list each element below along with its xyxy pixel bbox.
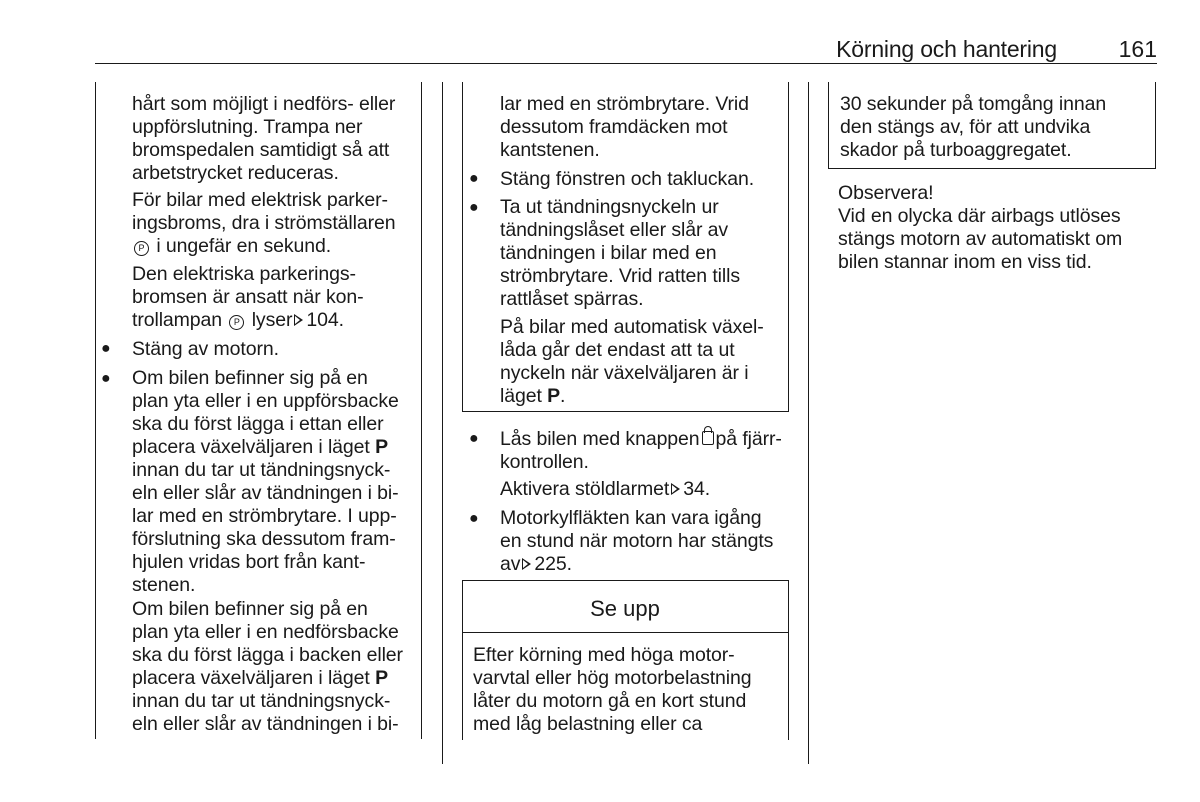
caution-title-rule [462, 632, 789, 633]
col2-line [500, 428, 782, 451]
col1-line [132, 667, 388, 690]
col2-line: tändningslåset eller slår av [500, 219, 729, 241]
caution-line: låter du motorn gå en kort stund [473, 690, 747, 712]
text-span: lyser [251, 309, 293, 331]
col1-line: Om bilen befinner sig på en [132, 367, 368, 389]
col2-line: rattlåset spärras. [500, 288, 644, 310]
col2-line: Motorkylfläkten kan vara igång [500, 507, 762, 529]
section-title: Körning och hantering [836, 36, 1057, 62]
col1-line: För bilar med elektrisk parker- [132, 189, 388, 211]
col1-line: arbetstrycket reduceras. [132, 162, 339, 184]
note-line: bilen stannar inom en viss tid. [838, 251, 1092, 273]
caution-title: Se upp [590, 596, 660, 621]
col1-left-rule [95, 82, 96, 739]
gear-position-label: P [375, 667, 388, 689]
gear-position-label: P [375, 436, 388, 458]
col2-line [500, 478, 710, 501]
bullet-icon: ● [469, 170, 479, 187]
text-span: på fjärr- [715, 428, 782, 450]
col2-box-left [462, 82, 463, 411]
col1-line: hjulen vridas bort från kant- [132, 551, 366, 573]
page-number: 161 [1118, 36, 1157, 62]
col2-line: en stund när motorn har stängts [500, 530, 774, 552]
bullet-icon: ● [469, 199, 479, 216]
caution-line: varvtal eller hög motorbelastning [473, 667, 752, 689]
col2-line: dessutom framdäcken mot [500, 116, 728, 138]
col1-line: ingsbroms, dra i strömställaren [132, 212, 396, 234]
column-divider-1 [442, 82, 443, 764]
text-span: placera växelväljaren i läget [132, 436, 370, 458]
col1-line: ska du först lägga i ettan eller [132, 413, 384, 435]
col1-line [132, 235, 331, 258]
col2-line [500, 553, 572, 576]
caution-line: 30 sekunder på tomgång innan [840, 93, 1107, 115]
text-span: trollampan [132, 309, 223, 331]
col2-line: tändningen i bilar med en [500, 242, 717, 264]
caution-line: med låg belastning eller ca [473, 713, 703, 735]
col1-line: uppförslutning. Trampa ner [132, 116, 363, 138]
text-span: placera växelväljaren i läget [132, 667, 370, 689]
col1-line: ska du först lägga i backen eller [132, 644, 403, 666]
col1-line: innan du tar ut tändningsnyck- [132, 459, 391, 481]
col2-line: Ta ut tändningsnyckeln ur [500, 196, 719, 218]
col1-line: förslutning ska dessutom fram- [132, 528, 396, 550]
text-span: i ungefär en sekund. [156, 235, 332, 257]
lock-icon [702, 431, 714, 445]
text-span: Aktivera stöldlarmet [500, 478, 670, 500]
col3-box-left [828, 82, 829, 168]
col2-line: kontrollen. [500, 451, 589, 473]
bullet-icon: ● [101, 370, 111, 387]
bullet-icon: ● [101, 340, 111, 357]
col3-box-bottom [828, 168, 1156, 169]
column-divider-2 [808, 82, 809, 764]
page-reference-link[interactable]: 225. [534, 553, 572, 575]
col2-box-bottom [462, 411, 789, 412]
col1-line: eln eller slår av tändningen i bi- [132, 713, 399, 735]
page-reference-icon [294, 314, 303, 326]
col1-right-rule [421, 82, 422, 739]
caution-line: Efter körning med höga motor- [473, 644, 735, 666]
bullet-icon: ● [469, 510, 479, 527]
text-span: Lås bilen med knappen [500, 428, 700, 450]
text-span: . [560, 385, 566, 407]
col1-line: hårt som möjligt i nedförs- eller [132, 93, 396, 115]
parking-brake-icon: P [134, 241, 149, 256]
col1-line: plan yta eller i en uppförsbacke [132, 390, 399, 412]
col1-line: Den elektriska parkerings- [132, 263, 356, 285]
col2-line: lar med en strömbrytare. Vrid [500, 93, 749, 115]
col2-line: nyckeln när växelväljaren är i [500, 362, 749, 384]
caution-line: den stängs av, för att undvika [840, 116, 1091, 138]
col2-line: Stäng fönstren och takluckan. [500, 168, 755, 190]
col2-line: strömbrytare. Vrid ratten tills [500, 265, 740, 287]
col1-line [132, 436, 388, 459]
bullet-icon: ● [469, 430, 479, 447]
gear-position-label: P [547, 385, 561, 407]
col2-line: kantstenen. [500, 139, 600, 161]
col1-line: stenen. [132, 574, 196, 596]
note-line: Vid en olycka där airbags utlöses [838, 205, 1121, 227]
col1-line: Stäng av motorn. [132, 338, 279, 360]
col1-line: Om bilen befinner sig på en [132, 598, 368, 620]
note-title: Observera! [838, 182, 934, 204]
page-reference-icon [522, 558, 531, 570]
text-span: av [500, 553, 521, 575]
page-reference-icon [671, 483, 680, 495]
col1-line: plan yta eller i en nedförsbacke [132, 621, 399, 643]
page-reference-link[interactable]: 104. [306, 309, 344, 331]
col1-line: lar med en strömbrytare. I upp- [132, 505, 397, 527]
col1-line: bromsen är ansatt när kon- [132, 286, 364, 308]
col1-line [132, 309, 344, 332]
page-reference-link[interactable]: 34. [683, 478, 711, 500]
col2-line: låda går det endast att ta ut [500, 339, 735, 361]
caution-line: skador på turboaggregatet. [840, 139, 1072, 161]
col1-line: innan du tar ut tändningsnyck- [132, 690, 391, 712]
col1-line: eln eller slår av tändningen i bi- [132, 482, 399, 504]
note-line: stängs motorn av automatiskt om [838, 228, 1123, 250]
header-rule [95, 63, 1157, 64]
col3-box-right [1155, 82, 1156, 168]
text-span: läget [500, 385, 542, 407]
col1-line: bromspedalen samtidigt så att [132, 139, 390, 161]
col2-line: På bilar med automatisk växel- [500, 316, 764, 338]
col2-line [500, 385, 565, 408]
caution-box-top [462, 580, 789, 581]
parking-brake-icon: P [229, 315, 244, 330]
caution-box-right [788, 580, 789, 740]
col2-box-right [788, 82, 789, 411]
